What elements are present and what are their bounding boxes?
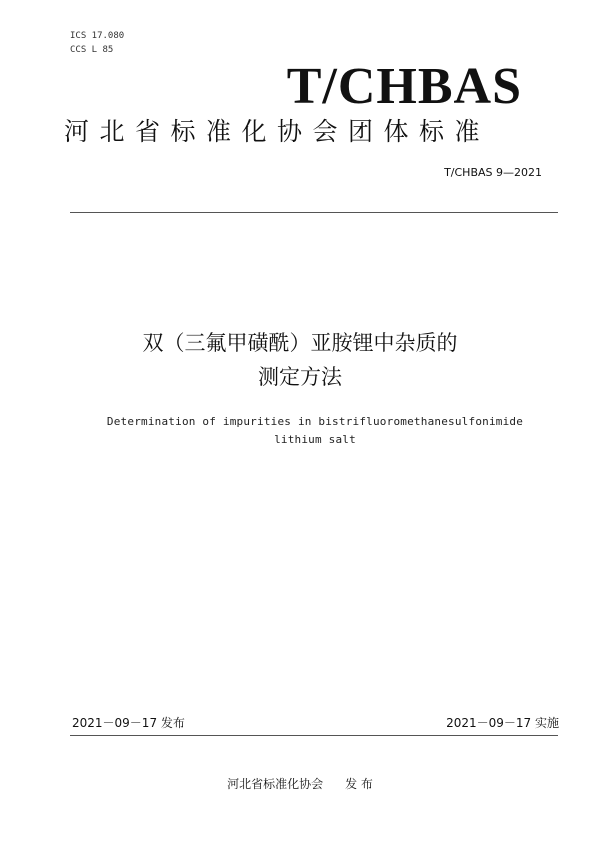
title-cn-line1: 双（三氟甲磺酰）亚胺锂中杂质的 (142, 331, 458, 355)
standard-number: T/CHBAS 9—2021 (444, 166, 542, 179)
title-en-line2: lithium salt (274, 433, 356, 446)
top-divider (70, 212, 558, 213)
publisher-name: 河北省标准化协会 (227, 777, 324, 791)
title-cn-line2: 测定方法 (258, 365, 342, 389)
publisher-line (0, 776, 600, 792)
standard-logo: T/CHBAS (286, 58, 522, 115)
ccs-code: CCS L 85 (70, 45, 114, 55)
standard-type-heading: 河北省标准化协会团体标准 (64, 117, 491, 146)
implementation-date: 2021－09－17 实施 (446, 716, 559, 730)
issue-date: 2021－09－17 发布 (72, 716, 185, 730)
document-title-cn (0, 326, 600, 394)
title-en-line1: Determination of impurities in bistrifluoromethanesulfonimide (106, 415, 524, 428)
bottom-divider (70, 735, 558, 736)
document-title-en (0, 413, 600, 449)
publisher-action: 发 布 (345, 777, 373, 791)
ics-code: ICS 17.080 (70, 31, 125, 41)
classification-codes (70, 29, 124, 57)
